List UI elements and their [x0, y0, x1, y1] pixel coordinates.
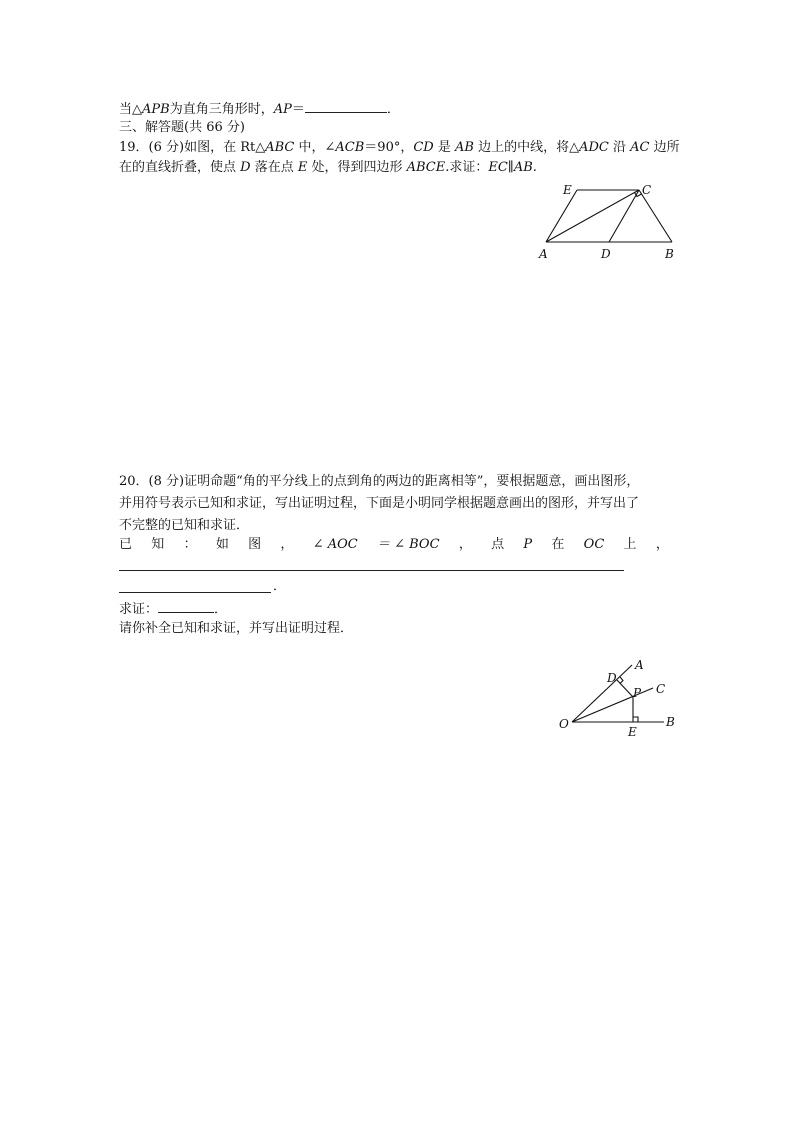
q18-triangle: △APB — [132, 102, 170, 117]
q19-l2-t2: 落在点 — [250, 160, 298, 175]
q19-l2-claim: EC∥AB. — [488, 160, 537, 175]
q19-ab: AB — [454, 140, 474, 155]
q19-line2 — [119, 158, 537, 178]
q19-number: 19．(6 分)如图，在 Rt△ — [119, 140, 266, 155]
label-B: B — [665, 247, 674, 261]
given-token: 已 — [119, 537, 133, 552]
right-angle-mark-d — [620, 677, 623, 684]
segment-ea — [546, 190, 577, 242]
label-C: C — [642, 183, 652, 197]
q19-acb: ACB — [335, 140, 365, 155]
label-A: A — [635, 658, 644, 672]
given-token-oc: OC — [583, 537, 605, 552]
q20-given-line — [119, 535, 669, 555]
given-token: ： — [183, 537, 197, 552]
label-E: E — [628, 725, 637, 739]
given-token: 上 — [623, 537, 637, 552]
ray-oa — [572, 665, 632, 722]
q19-cd: CD — [413, 140, 434, 155]
q20-line3: 不完整的已知和求证． — [119, 518, 250, 533]
given-token: ， — [458, 537, 472, 552]
label-P: P — [633, 686, 642, 700]
q19-l2-d: D — [240, 160, 251, 175]
given-token: ， — [280, 537, 294, 552]
q19-t6: 边所 — [649, 140, 680, 155]
perpendicular-pd — [617, 680, 633, 697]
given-token: 在 — [551, 537, 565, 552]
given-token: 图 — [248, 537, 262, 552]
q19-t2: ＝90°， — [364, 140, 414, 155]
q20-line1: 20．(8 分)证明命题“角的平分线上的点到角的两边的距离相等”，要根据题意，画出图形， — [119, 474, 640, 489]
prove-label: 求证： — [119, 602, 159, 617]
label-B: B — [666, 715, 675, 729]
q18-answer-blank[interactable] — [305, 98, 387, 113]
q18-eq: ＝ — [291, 102, 305, 117]
q19-geometry-figure — [530, 178, 690, 268]
right-angle-mark-e — [633, 717, 638, 722]
q20-line2: 并用符号表示已知和求证，写出证明过程，下面是小明同学根据题意画出的图形，并写出了 — [119, 496, 640, 511]
q19-t1: 中，∠ — [294, 140, 336, 155]
segment-cb — [639, 190, 672, 242]
label-D: D — [607, 671, 617, 685]
section-heading: 三、解答题(共 66 分) — [119, 120, 245, 135]
q18-end: ． — [386, 102, 400, 117]
given-answer-blank-1[interactable] — [119, 570, 624, 571]
given-answer-blank-2[interactable] — [119, 592, 271, 593]
given-token: 点 — [491, 537, 505, 552]
q19-l2-t4: .求证： — [445, 160, 489, 175]
label-E: E — [563, 183, 572, 197]
q18-answer-line — [119, 98, 400, 120]
prove-answer-blank[interactable] — [158, 598, 214, 613]
q19-abc: ABC — [265, 140, 295, 155]
given-token: ， — [655, 537, 669, 552]
q19-t4: 边上的中线，将△ — [473, 140, 580, 155]
label-D: D — [601, 247, 611, 261]
q19-l2-e: E — [297, 160, 308, 175]
q19-line1 — [119, 138, 680, 158]
given-end-period: ． — [273, 579, 287, 594]
label-O: O — [559, 717, 569, 731]
given-token-angle-boc: ＝ ∠ BOC — [376, 537, 440, 552]
segment-ac — [546, 190, 639, 242]
label-C: C — [656, 682, 666, 696]
q19-ac: AC — [630, 140, 650, 155]
q19-l2-t3: 处，得到四边形 — [307, 160, 407, 175]
q19-l2-t1: 在的直线折叠，使点 — [119, 160, 241, 175]
q19-t3: 是 — [433, 140, 455, 155]
label-A: A — [539, 247, 548, 261]
given-token-angle-aoc: ∠ AOC — [312, 537, 358, 552]
prove-end: ． — [214, 602, 228, 617]
given-token: 如 — [215, 537, 229, 552]
q19-adc: ADC — [579, 140, 609, 155]
given-token-point-p: P — [523, 537, 533, 552]
given-token: 知 — [151, 537, 165, 552]
q20-instruction: 请你补全已知和求证，并写出证明过程． — [119, 621, 354, 636]
q18-prefix: 当 — [119, 102, 133, 117]
q20-angle-bisector-figure — [556, 655, 686, 740]
q18-middle: 为直角三角形时， — [169, 102, 274, 117]
q20-prove-line — [119, 598, 227, 620]
q19-t5: 沿 — [608, 140, 631, 155]
q18-var: AP — [273, 102, 292, 117]
q19-l2-abce: ABCE — [406, 160, 446, 175]
